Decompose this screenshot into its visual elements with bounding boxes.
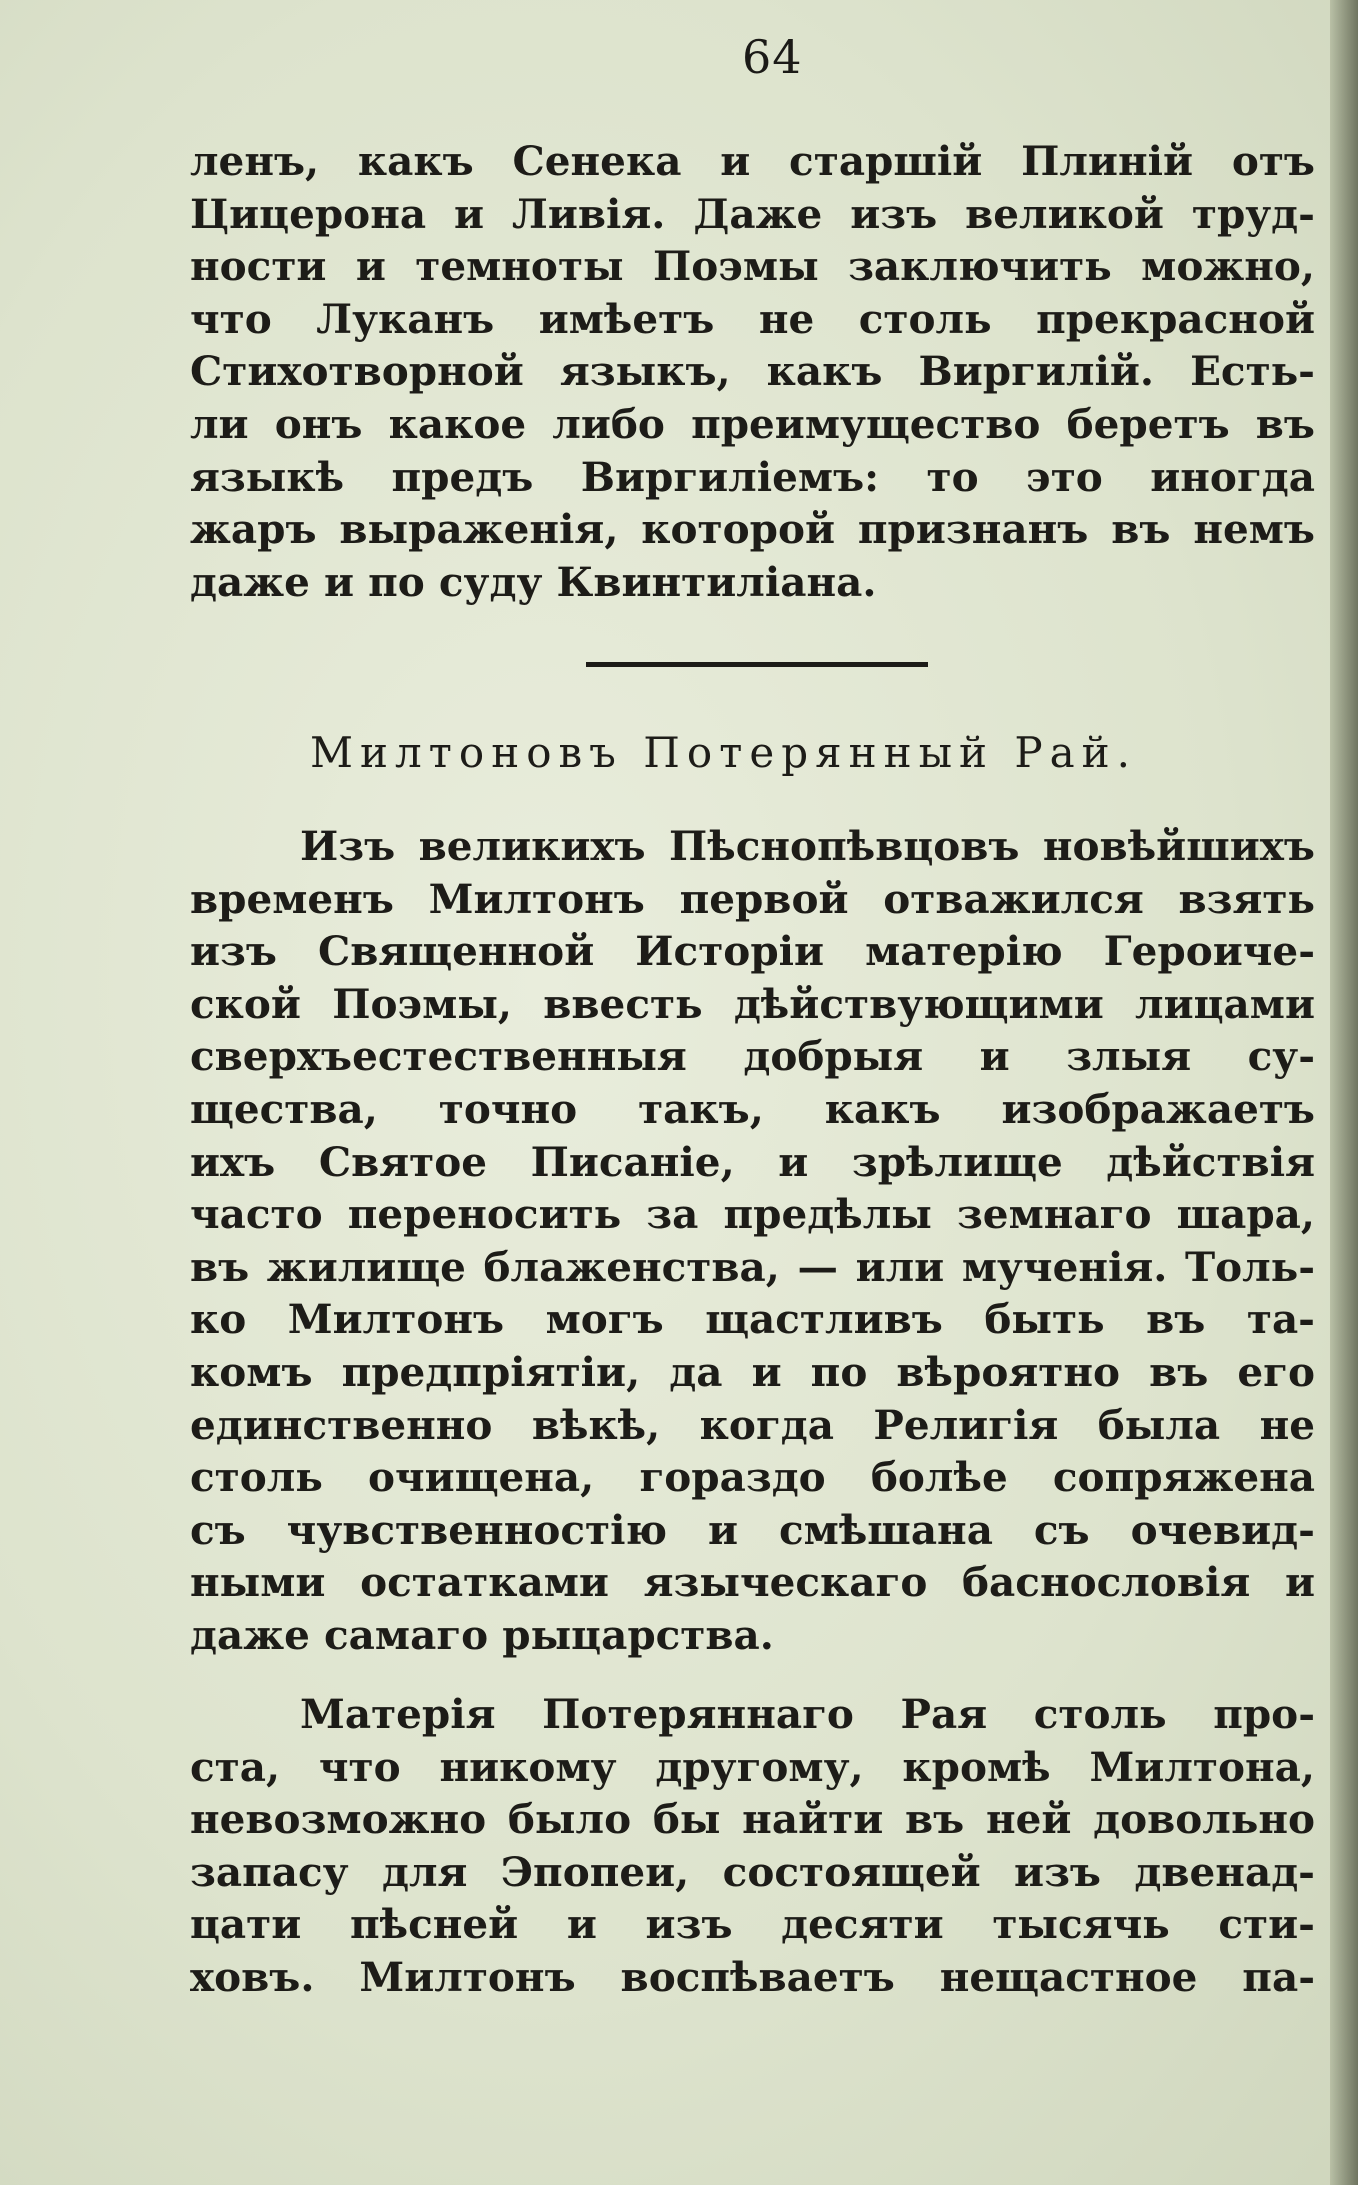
text-line: ными остатками языческаго баснословія и bbox=[190, 1558, 1315, 1607]
top-paragraph bbox=[190, 135, 1315, 608]
text-line: ли онъ какое либо преимущество беретъ въ bbox=[190, 399, 1315, 448]
text-line: столь очищена, гораздо болѣе сопряжена bbox=[190, 1453, 1315, 1502]
text-line: жаръ выраженія, которой признанъ въ немъ bbox=[190, 505, 1315, 554]
text-line: временъ Милтонъ первой отважился взять bbox=[190, 874, 1315, 923]
section-divider bbox=[586, 662, 928, 667]
paragraph-2 bbox=[190, 1688, 1315, 2004]
text-line: цати пѣсней и изъ десяти тысячь сти- bbox=[190, 1900, 1315, 1949]
section-title: Милтоновъ Потерянный Рай. bbox=[310, 728, 1137, 777]
text-line: изъ Священной Исторіи матерію Героиче- bbox=[190, 927, 1315, 976]
text-line: ста, что никому другому, кромѣ Милтона, bbox=[190, 1742, 1315, 1791]
text-line: ко Милтонъ могъ щастливъ быть въ та- bbox=[190, 1295, 1315, 1344]
text-line: Матерія Потеряннаго Рая столь про- bbox=[300, 1690, 1315, 1738]
text-line: Стихотворной языкъ, какъ Виргилій. Есть- bbox=[190, 347, 1315, 396]
text-line: даже самаго рыцарства. bbox=[190, 1610, 774, 1659]
text-line: ленъ, какъ Сенека и старшій Плиній отъ bbox=[190, 137, 1315, 185]
text-line: ихъ Святое Писаніе, и зрѣлище дѣйствія bbox=[190, 1137, 1315, 1186]
text-line: языкѣ предъ Виргиліемъ: то это иногда bbox=[190, 452, 1315, 501]
text-line: запасу для Эпопеи, состоящей изъ двенад- bbox=[190, 1847, 1315, 1896]
text-line: ской Поэмы, ввесть дѣйствующими лицами bbox=[190, 979, 1315, 1028]
text-line: даже и по суду Квинтиліана. bbox=[190, 557, 877, 606]
text-line: единственно вѣкѣ, когда Религія была не bbox=[190, 1400, 1315, 1449]
page-number: 64 bbox=[742, 30, 803, 84]
text-line: сверхъестественныя добрыя и злыя су- bbox=[190, 1032, 1315, 1081]
text-line: съ чувственностію и смѣшана съ очевид- bbox=[190, 1505, 1315, 1554]
text-line: невозможно было бы найти въ ней довольно bbox=[190, 1795, 1315, 1844]
text-line: Цицерона и Ливія. Даже изъ великой труд- bbox=[190, 189, 1315, 238]
text-line: часто переносить за предѣлы земнаго шара, bbox=[190, 1190, 1315, 1239]
paragraph-1 bbox=[190, 820, 1315, 1662]
text-line: щества, точно такъ, какъ изображаетъ bbox=[190, 1084, 1315, 1133]
text-line: Изъ великихъ Пѣснопѣвцовъ новѣйшихъ bbox=[300, 822, 1315, 870]
text-line: комъ предпріятіи, да и по вѣроятно въ его bbox=[190, 1347, 1315, 1396]
text-line: ховъ. Милтонъ воспѣваетъ нещастное па- bbox=[190, 1952, 1315, 2001]
text-line: въ жилище блаженства, — или мученія. Толь- bbox=[190, 1242, 1315, 1291]
page-edge bbox=[1330, 0, 1358, 2185]
text-line: что Луканъ имѣетъ не столь прекрасной bbox=[190, 294, 1315, 343]
text-line: ности и темноты Поэмы заключить можно, bbox=[190, 242, 1315, 291]
